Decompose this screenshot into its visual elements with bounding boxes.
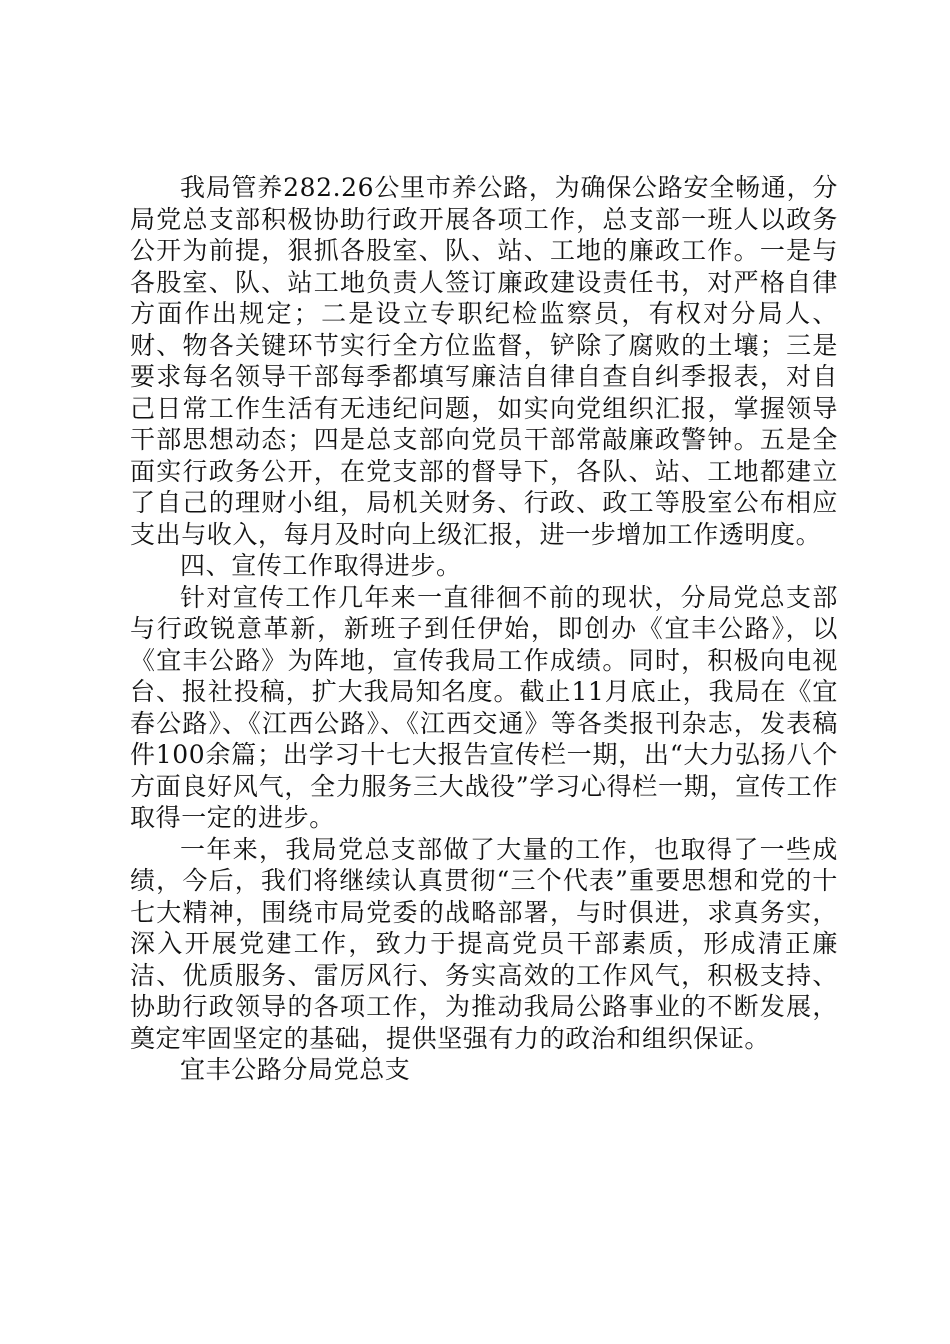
paragraph-conclusion: 一年来，我局党总支部做了大量的工作，也取得了一些成绩，今后，我们将继续认真贯彻“三个代表”重要思想和党的十七大精神，围绕市局党委的战略部署，与时俱进，求真务实，深入开展党建工作，致力于提高党员干部素质，形成清正廉洁、优质服务、雷厉风行、务实高效的工作风气，积极支持、协助行政领导的各项工作，为推动我局公路事业的不断发展，奠定牢固坚定的基础，提供坚强有力的政治和组织保证。	[130, 834, 838, 1053]
section-heading-publicity: 四、宣传工作取得进步。	[180, 551, 462, 580]
document-body	[130, 172, 838, 1086]
signature-organization: 宜丰公路分局党总支	[180, 1055, 411, 1084]
paragraph-publicity-work: 针对宣传工作几年来一直徘徊不前的现状，分局党总支部与行政锐意革新，新班子到任伊始，即创办《宜丰公路》，以《宜丰公路》为阵地，宣传我局工作成绩。同时，积极向电视台、报社投稿，扩大我局知名度。截止11月底止，我局在《宜春公路》、《江西公路》、《江西交通》等各类报刊杂志，发表稿件100余篇；出学习十七大报告宣传栏一期，出“大力弘扬八个方面良好风气，全力服务三大战役”学习心得栏一期，宣传工作取得一定的进步。	[130, 582, 838, 832]
paragraph-integrity-work: 我局管养282.26公里市养公路，为确保公路安全畅通，分局党总支部积极协助行政开展各项工作，总支部一班人以政务公开为前提，狠抓各股室、队、站、工地的廉政工作。一是与各股室、队、站工地负责人签订廉政建设责任书，对严格自律方面作出规定；二是设立专职纪检监察员，有权对分局人、财、物各关键环节实行全方位监督，铲除了腐败的土壤；三是要求每名领导干部每季都填写廉洁自律自查自纠季报表，对自己日常工作生活有无违纪问题，如实向党组织汇报，掌握领导干部思想动态；四是总支部向党员干部常敲廉政警钟。五是全面实行政务公开，在党支部的督导下，各队、站、工地都建立了自己的理财小组，局机关财务、行政、政工等股室公布相应支出与收入，每月及时向上级汇报，进一步增加工作透明度。	[130, 173, 838, 549]
